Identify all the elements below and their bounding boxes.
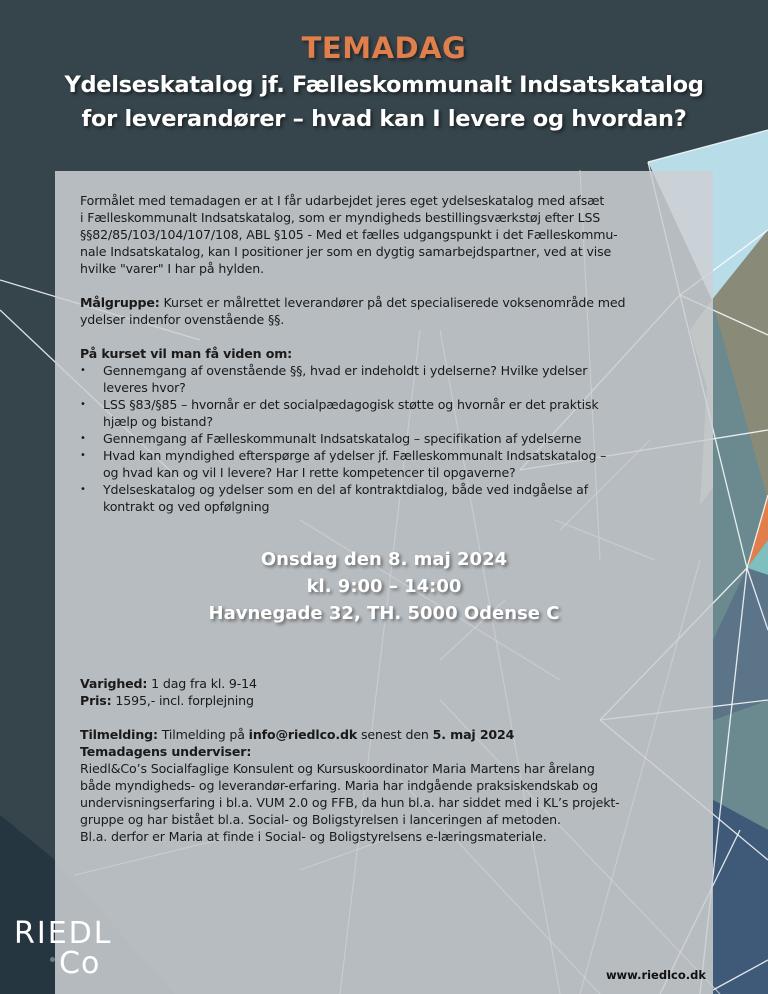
signup-text: Tilmelding på [157, 727, 249, 742]
list-item-text: Gennemgang af Fælleskommunalt Indsatskatalog – specifikation af ydelserne [103, 431, 582, 446]
duration-label: Varighed: [80, 676, 148, 691]
target-group [80, 294, 720, 328]
teacher-heading: Temadagens underviser: [80, 744, 252, 759]
signup-label: Tilmelding: [80, 727, 158, 742]
event-location: Havnegade 32, TH. 5000 Odense C [208, 603, 560, 624]
price-value: 1595,- incl. forplejning [111, 693, 254, 708]
website-link[interactable]: www.riedlco.dk [605, 968, 706, 982]
list-item-text: hjælp og bistand? [103, 414, 213, 429]
list-item-text: LSS §83/§85 – hvornår er det socialpædagogisk støtte og hvornår er det praktisk [103, 397, 599, 412]
title-line-2: for leverandører – hvad kan I levere og hvordan? [81, 106, 687, 132]
teacher-bio [80, 760, 720, 845]
teacher-bio-line: gruppe og har bistået bl.a. Social- og Boligstyrelsen i lanceringen af metoden. [80, 812, 561, 827]
intro-line: nale Indsatskatalog, kan I positioner jer som en dygtig samarbejdspartner, ved at vise [80, 244, 612, 259]
kicker-label: TEMADAG [301, 31, 467, 65]
teacher-bio-line: Bl.a. derfor er Maria at finde i Social- og Boligstyrelsens e-læringsmateriale. [80, 829, 547, 844]
event-date: Onsdag den 8. maj 2024 [260, 549, 508, 570]
practical-details [80, 675, 720, 845]
teacher-bio-line: både myndigheds- og leverandør-erfaring. Maria har indgående praksiskendskab og [80, 778, 598, 793]
target-group-text: Kurset er målrettet leverandører på det specialiserede voksenområde med [159, 295, 626, 310]
course-description [80, 192, 720, 515]
list-item-text: Gennemgang af ovenstående §§, hvad er indeholdt i ydelserne? Hvilke ydelser [103, 363, 588, 378]
target-group-label: Målgruppe: [80, 295, 160, 310]
logo-dot-icon [50, 957, 55, 962]
signup-email-link[interactable]: info@riedlco.dk [248, 727, 358, 742]
riedl-co-logo [14, 918, 164, 980]
event-time: kl. 9:00 – 14:00 [306, 576, 462, 597]
intro-paragraph [80, 192, 720, 277]
list-item-text: Ydelseskatalog og ydelser som en del af kontraktdialog, både ved indgåelse af [103, 482, 589, 497]
title-line-1: Ydelseskatalog jf. Fælleskommunalt Indsatskatalog [64, 72, 704, 98]
price-label: Pris: [80, 693, 112, 708]
teacher-bio-line: undervisningserfaring i bl.a. VUM 2.0 og FFB, da hun bl.a. har siddet med i KL’s projekt- [80, 795, 620, 810]
header [0, 30, 768, 136]
teacher-bio-line: Riedl&Co’s Socialfaglige Konsulent og Kursuskoordinator Maria Martens har årelang [80, 761, 595, 776]
signup-deadline: 5. maj 2024 [432, 727, 515, 742]
duration-value: 1 dag fra kl. 9-14 [147, 676, 257, 691]
list-item-text: leveres hvor? [103, 380, 186, 395]
signup-text: senest den [357, 727, 433, 742]
list-item-text: og hvad kan og vil I levere? Har I rette kompetencer til opgaverne? [103, 465, 516, 480]
logo-line-1: RIEDL [14, 916, 113, 951]
intro-line: i Fælleskommunalt Indsatskatalog, som er myndigheds bestillingsværkstøj efter LSS [80, 210, 601, 225]
list-item [80, 481, 720, 515]
target-group-text: ydelser indenfor ovenstående §§. [80, 312, 285, 327]
logo-line-2: Co [59, 946, 101, 981]
list-item-text: Hvad kan myndighed efterspørge af ydelser jf. Fælleskommunalt Indsatskatalog – [103, 448, 607, 463]
price [80, 692, 720, 709]
list-item [80, 447, 720, 481]
intro-line: §§82/85/103/104/107/108, ABL §105 - Med et fælles udgangspunkt i det Fælleskommu- [80, 227, 618, 242]
list-item [80, 430, 720, 447]
learn-list [80, 362, 720, 515]
duration [80, 675, 720, 692]
intro-line: Formålet med temadagen er at I får udarbejdet jeres eget ydelseskatalog med afsæt [80, 193, 605, 208]
intro-line: hvilke "varer" I har på hylden. [80, 261, 264, 276]
page-title [0, 68, 768, 136]
list-item-text: kontrakt og ved opfølgning [103, 499, 270, 514]
list-item [80, 396, 720, 430]
signup [80, 726, 720, 743]
list-item [80, 362, 720, 396]
learn-heading: På kurset vil man få viden om: [80, 346, 293, 361]
event-info [0, 546, 768, 627]
